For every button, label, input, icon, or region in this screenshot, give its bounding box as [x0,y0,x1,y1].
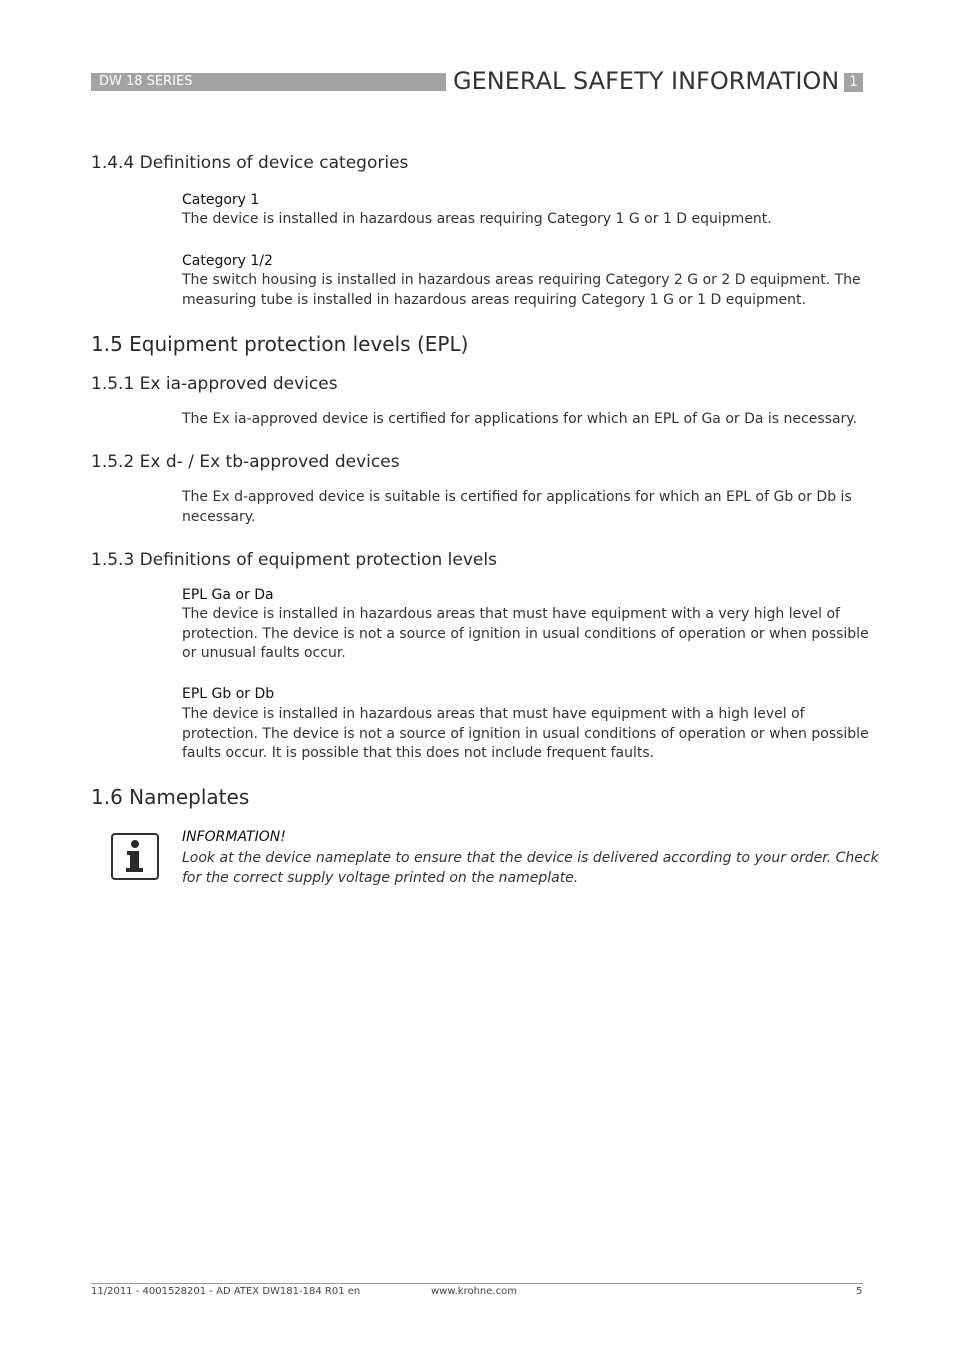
footer-website: www.krohne.com [431,1286,517,1297]
series-label: DW 18 SERIES [91,73,446,91]
heading-1-5-3: 1.5.3 Definitions of equipment protection levels [91,550,497,570]
footer-divider [91,1283,863,1284]
epl-ga-title: EPL Ga or Da [182,587,274,603]
chapter-title: GENERAL SAFETY INFORMATION [453,67,840,95]
heading-1-5-2: 1.5.2 Ex d- / Ex tb-approved devices [91,452,400,472]
category-1-title: Category 1 [182,192,260,208]
information-title: INFORMATION! [182,829,286,845]
footer-doc-ref: 11/2011 - 4001528201 - AD ATEX DW181-184 R01 en [91,1286,361,1297]
category-1-text: The device is installed in hazardous areas requiring Category 1 G or 1 D equipment. [182,211,772,227]
heading-1-4-4: 1.4.4 Definitions of device categories [91,153,409,173]
ex-ia-text: The Ex ia-approved device is certified for applications for which an EPL of Ga or Da is necessary. [182,411,858,427]
heading-1-5-1: 1.5.1 Ex ia-approved devices [91,374,338,394]
ex-d-text: The Ex d-approved device is suitable is certified for applications for which an EPL of Gb or Db is necessary. [182,489,852,525]
epl-gb-text: The device is installed in hazardous areas that must have equipment with a high level of protection. The device is not a source of ignition in usual conditions of operation or when possible faults occur. It is possible that this does not include frequent faults. [182,706,869,761]
category-1-2-text: The switch housing is installed in hazardous areas requiring Category 2 G or 2 D equipment. The measuring tube is installed in hazardous areas requiring Category 1 G or 1 D equipment. [182,272,861,308]
information-icon [111,833,159,880]
heading-1-6: 1.6 Nameplates [91,785,250,809]
epl-ga-text: The device is installed in hazardous areas that must have equipment with a very high level of protection. The device is not a source of ignition in usual conditions of operation or when possible or unusual faults occur. [182,606,869,661]
epl-gb-title: EPL Gb or Db [182,686,275,702]
heading-1-5: 1.5 Equipment protection levels (EPL) [91,332,469,356]
category-1-2-title: Category 1/2 [182,253,273,269]
footer-page-number: 5 [856,1286,863,1297]
information-text: Look at the device nameplate to ensure that the device is delivered according to your order. Check for the correct supply voltage printed on the nameplate. [182,850,879,886]
chapter-number-badge: 1 [844,73,863,92]
